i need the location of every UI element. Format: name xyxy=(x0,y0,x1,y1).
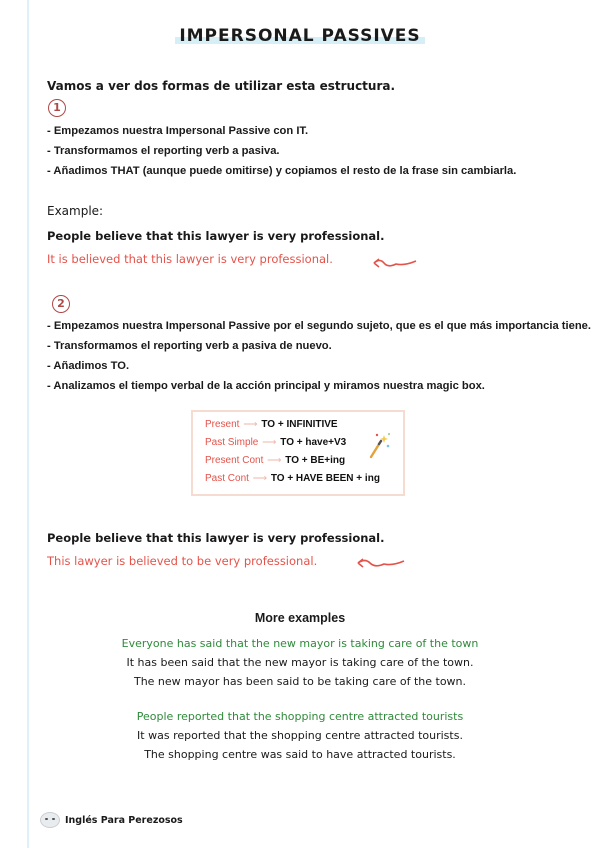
squiggle-arrow-icon xyxy=(356,556,406,570)
example-1-answer: It is believed that this lawyer is very professional. xyxy=(47,252,333,266)
example-2-sentence: People believe that this lawyer is very professional. xyxy=(47,531,385,545)
section-2-bullet: - Empezamos nuestra Impersonal Passive por el segundo sujeto, que es el que más importancia tiene. xyxy=(47,320,592,332)
more-examples-title: More examples xyxy=(254,611,346,625)
arrow-right-icon: ⟶ xyxy=(252,473,268,484)
title-container xyxy=(0,24,600,48)
magic-box-rule: TO + HAVE BEEN + ing xyxy=(270,473,380,484)
more-example-original: People reported that the shopping centre attracted tourists xyxy=(136,710,464,723)
example-2-answer: This lawyer is believed to be very professional. xyxy=(47,554,318,568)
magic-box-tense: Past Simple xyxy=(205,437,259,448)
intro-text: Vamos a ver dos formas de utilizar esta estructura. xyxy=(47,79,396,93)
magic-box-tense: Past Cont xyxy=(205,473,249,484)
magic-box-row xyxy=(205,455,345,466)
section-1-bullet: - Transformamos el reporting verb a pasiva. xyxy=(47,145,280,157)
arrow-right-icon: ⟶ xyxy=(267,455,282,466)
section-1-bullet: - Añadimos THAT (aunque puede omitirse) y copiamos el resto de la frase sin cambiarla. xyxy=(47,165,517,177)
magic-box-rule: TO + have+V3 xyxy=(280,437,347,448)
section-2-bullet: - Analizamos el tiempo verbal de la acción principal y miramos nuestra magic box. xyxy=(47,380,485,392)
more-example-line: The shopping centre was said to have attracted tourists. xyxy=(144,748,456,761)
magic-box-row xyxy=(205,437,346,448)
magic-box-rule: TO + BE+ing xyxy=(285,455,346,466)
magic-box-row xyxy=(205,419,338,430)
example-1-sentence: People believe that this lawyer is very professional. xyxy=(47,229,385,243)
arrow-right-icon: ⟶ xyxy=(243,419,258,430)
magic-wand-icon xyxy=(365,431,391,461)
magic-box-tense: Present xyxy=(205,419,240,430)
section-2-bullet: - Transformamos el reporting verb a pasiva de nuevo. xyxy=(47,340,332,352)
more-example-original: Everyone has said that the new mayor is taking care of the town xyxy=(121,637,479,650)
magic-box-row xyxy=(205,473,380,484)
more-example-line: It was reported that the shopping centre attracted tourists. xyxy=(137,729,463,742)
section-2-number: 2 xyxy=(52,295,70,313)
more-example-line: It has been said that the new mayor is taking care of the town. xyxy=(126,656,474,669)
footer-brand xyxy=(40,812,183,828)
section-1-number: 1 xyxy=(48,99,66,117)
example-label: Example: xyxy=(47,204,104,218)
section-2-bullet: - Añadimos TO. xyxy=(47,360,130,372)
magic-box-rule: TO + INFINITIVE xyxy=(261,419,338,430)
section-1-bullet: - Empezamos nuestra Impersonal Passive con IT. xyxy=(47,125,309,137)
more-example-line: The new mayor has been said to be taking care of the town. xyxy=(133,675,467,688)
arrow-right-icon: ⟶ xyxy=(262,437,277,448)
magic-box-tense: Present Cont xyxy=(205,455,264,466)
magic-box xyxy=(191,410,405,496)
footer-brand-name: Inglés Para Perezosos xyxy=(65,814,183,826)
page-title: IMPERSONAL PASSIVES xyxy=(175,24,424,48)
squiggle-arrow-icon xyxy=(372,256,418,270)
sloth-logo-icon xyxy=(40,812,60,828)
